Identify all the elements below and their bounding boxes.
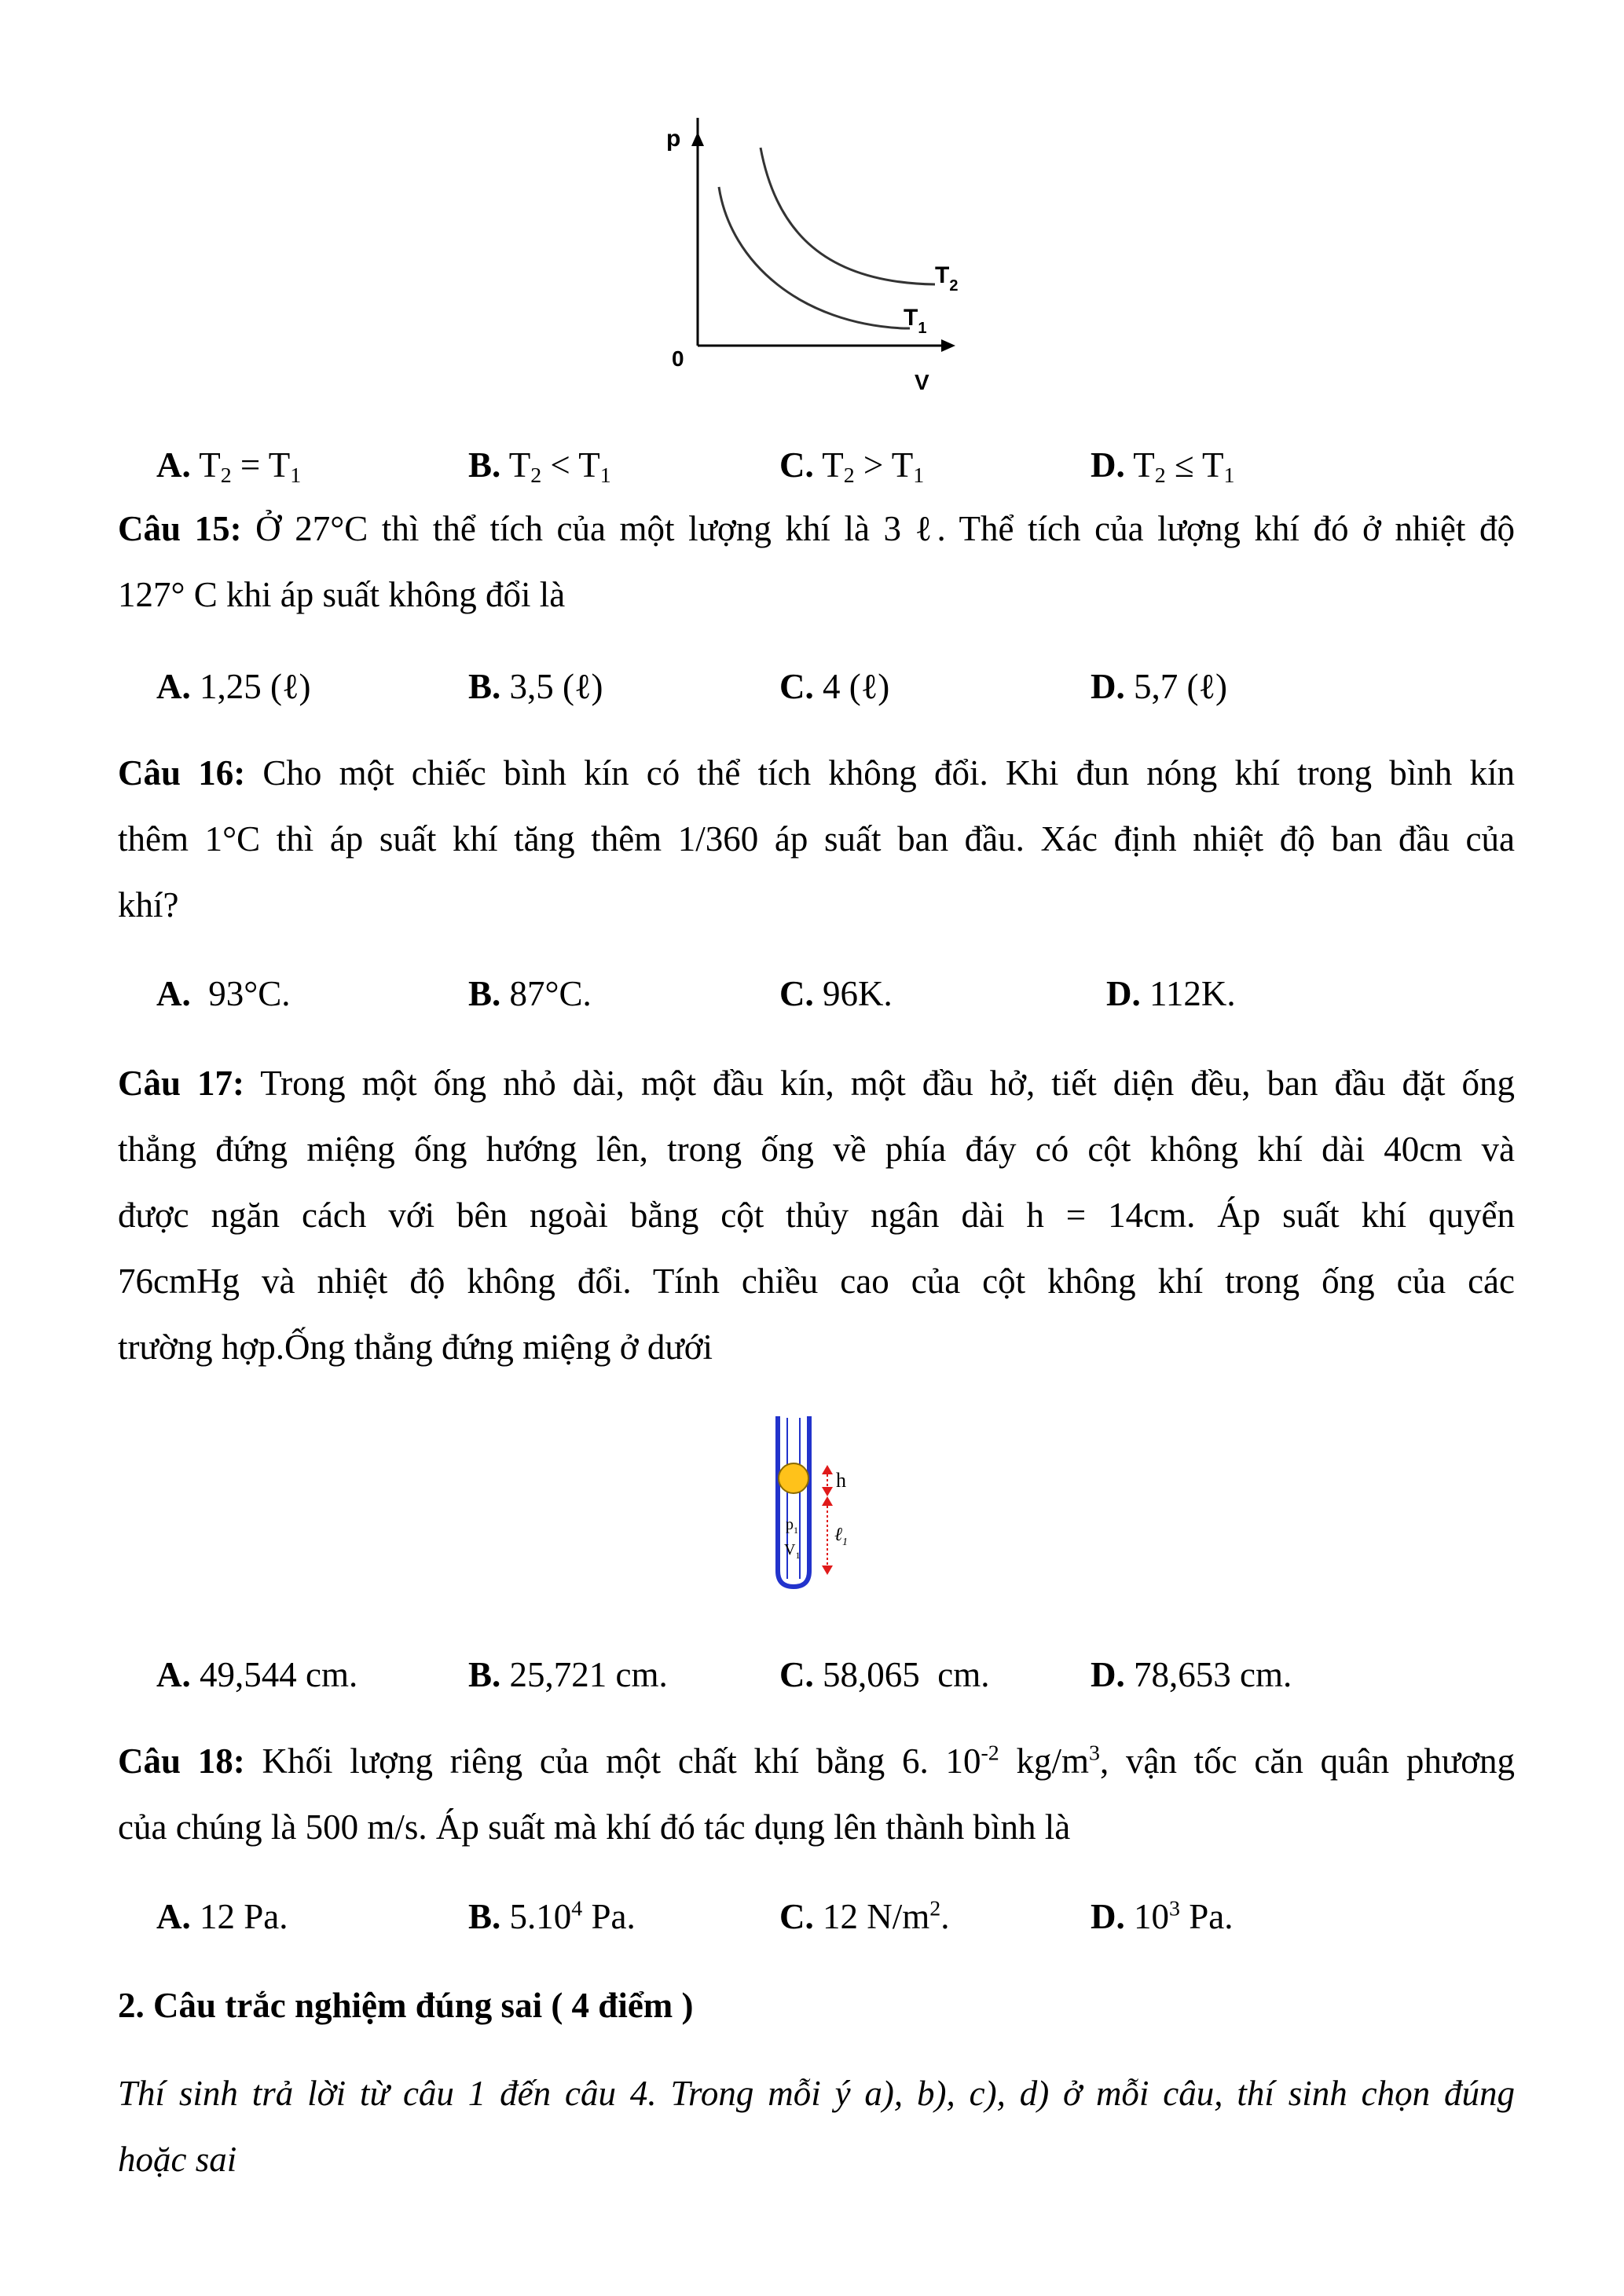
arrow-down-icon bbox=[822, 1487, 833, 1496]
v-axis-arrow-icon bbox=[941, 339, 955, 352]
section-2-heading: 2. Câu trắc nghiệm đúng sai ( 4 điểm ) bbox=[118, 1986, 694, 2025]
q17-line-2: thẳng đứng miệng ống hướng lên, trong ống về phía đáy có cột không khí dài 40cm và bbox=[118, 1130, 1515, 1169]
q17-option-d[interactable]: D. 78,653 cm. bbox=[1091, 1655, 1292, 1694]
q16-option-a[interactable]: A. 93°C. bbox=[156, 974, 291, 1013]
q17-option-b[interactable]: B. 25,721 cm. bbox=[468, 1655, 668, 1694]
isotherm-graph bbox=[644, 118, 974, 408]
isotherm-t2-curve bbox=[761, 148, 935, 284]
q18-line-1: Câu 18: Khối lượng riêng của một chất khí bằng 6. $10^{-2}$ $kg/m^3$, vận tốc căn quân phương bbox=[118, 1741, 1516, 1781]
arrow-down-icon bbox=[822, 1565, 833, 1575]
q17-line-1: Câu 17: Trong một ống nhỏ dài, một đầu kín, một đầu hở, tiết diện đều, ban đầu đặt ống bbox=[118, 1064, 1516, 1103]
isotherm-t1-curve bbox=[719, 187, 904, 328]
q14-option-c[interactable]: C. $T_2 > T_1$ bbox=[779, 445, 925, 488]
q16-option-d[interactable]: D. 112K. bbox=[1106, 974, 1236, 1013]
q17-label: Câu 17: bbox=[118, 1064, 245, 1103]
q18-label: Câu 18: bbox=[118, 1741, 245, 1781]
q15-label: Câu 15: bbox=[118, 509, 242, 548]
q14-option-a[interactable]: A. $T_2 = T_1$ bbox=[156, 445, 302, 488]
section-2-instruction-line-2: hoặc sai bbox=[118, 2140, 237, 2179]
q17-line-3: được ngăn cách với bên ngoài bằng cột thủy ngân dài h = 14cm. Áp suất khí quyển bbox=[118, 1196, 1515, 1235]
q15-line-2: 127° C khi áp suất không đổi là bbox=[118, 575, 566, 614]
mercury-column bbox=[779, 1463, 808, 1493]
section-2-instruction-line-1: Thí sinh trả lời từ câu 1 đến câu 4. Trong mỗi ý a), b), c), d) ở mỗi câu, thí sinh chọn đúng bbox=[118, 2074, 1515, 2113]
q18-line-2: của chúng là 500 m/s. Áp suất mà khí đó tác dụng lên thành bình là bbox=[118, 1807, 1071, 1847]
p-axis-label: p bbox=[666, 126, 681, 152]
q15-line-1: Câu 15: Ở 27°C thì thể tích của một lượng khí là 3 ℓ. Thể tích của lượng khí đó ở nhiệt độ bbox=[118, 509, 1515, 548]
arrow-up-icon bbox=[822, 1496, 833, 1506]
q17-option-c[interactable]: C. 58,065 cm. bbox=[779, 1655, 990, 1694]
q15-option-a[interactable]: A. 1,25 (ℓ) bbox=[156, 667, 311, 706]
arrow-up-icon bbox=[822, 1465, 833, 1474]
q18-option-b[interactable]: B. 5.10$^4$ Pa. bbox=[468, 1896, 636, 1936]
q16-line-1: Câu 16: Cho một chiếc bình kín có thể tích không đổi. Khi đun nóng khí trong bình kín bbox=[118, 753, 1515, 793]
t2-label: $T_2$ bbox=[935, 262, 959, 295]
l1-label: ℓ$_1$ bbox=[834, 1525, 848, 1548]
origin-label: 0 bbox=[672, 346, 684, 371]
q18-option-d[interactable]: D. $10^3$ Pa. bbox=[1091, 1896, 1234, 1936]
p1-label: $p_1$ bbox=[786, 1516, 798, 1536]
p-axis-arrow-icon bbox=[691, 132, 704, 146]
q17-line-5: trường hợp.Ống thẳng đứng miệng ở dưới bbox=[118, 1327, 713, 1367]
q16-line-2: thêm 1°C thì áp suất khí tăng thêm 1/360 áp suất ban đầu. Xác định nhiệt độ ban đầu của bbox=[118, 819, 1515, 859]
q14-option-b[interactable]: B. $T_2 < T_1$ bbox=[468, 445, 611, 488]
q17-option-a[interactable]: A. 49,544 cm. bbox=[156, 1655, 358, 1694]
q15-option-c[interactable]: C. 4 (ℓ) bbox=[779, 667, 890, 706]
q18-option-c[interactable]: C. 12 $N/m^2$. bbox=[779, 1896, 950, 1936]
q16-line-3: khí? bbox=[118, 885, 179, 925]
q17-line-4: 76cmHg và nhiệt độ không đổi. Tính chiều cao của cột không khí trong ống của các bbox=[118, 1262, 1515, 1301]
q14-option-d[interactable]: D. $T_2 \le T_1$ bbox=[1091, 445, 1235, 488]
q18-option-a[interactable]: A. 12 Pa. bbox=[156, 1897, 288, 1936]
t1-label: $T_1$ bbox=[904, 305, 927, 337]
h-label: h bbox=[836, 1469, 846, 1492]
v-axis-label: V bbox=[915, 370, 929, 394]
q15-option-b[interactable]: B. 3,5 (ℓ) bbox=[468, 667, 603, 706]
tube-wall bbox=[778, 1416, 809, 1587]
q16-option-b[interactable]: B. 87°C. bbox=[468, 974, 592, 1013]
q15-option-d[interactable]: D. 5,7 (ℓ) bbox=[1091, 667, 1228, 706]
v1-label: $V_1$ bbox=[784, 1541, 801, 1561]
q16-label: Câu 16: bbox=[118, 753, 246, 793]
q16-option-c[interactable]: C. 96K. bbox=[779, 974, 893, 1013]
mercury-tube-diagram bbox=[762, 1410, 864, 1598]
